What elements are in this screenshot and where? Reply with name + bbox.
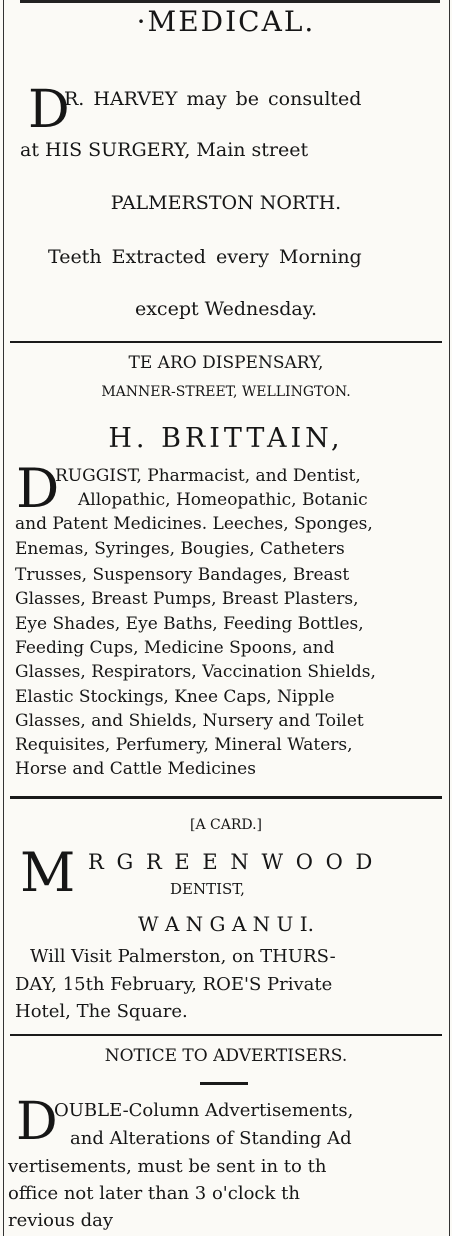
card-town: W A N G A N U I. [137, 912, 315, 936]
dispensary-dropcap: D [16, 457, 60, 520]
dispensary-line-3: and Patent Medicines. Leeches, Sponges, [15, 514, 373, 534]
notice-line-5: revious day [8, 1210, 113, 1231]
dispensary-address: MANNER-STREET, WELLINGTON. [101, 384, 351, 400]
harvey-dropcap: D [28, 80, 70, 140]
dispensary-line-4: Enemas, Syringes, Bougies, Catheters [15, 539, 345, 559]
dispensary-line-8: Feeding Cups, Medicine Spoons, and [15, 638, 335, 658]
dispensary-line-11: Glasses, and Shields, Nursery and Toilet [15, 711, 364, 731]
harvey-line-4: Teeth Extracted every Morning [48, 246, 362, 268]
dispensary-line-9: Glasses, Respirators, Vaccination Shields, [15, 662, 376, 682]
top-rule [20, 0, 440, 3]
card-line-3: Hotel, The Square. [15, 1001, 188, 1022]
proprietor-name: H. BRITTAIN, [108, 423, 344, 454]
notice-line-1: OUBLE-Column Advertisements, [54, 1100, 354, 1121]
dispensary-name: TE ARO DISPENSARY, [128, 353, 324, 373]
dispensary-line-1: RUGGIST, Pharmacist, and Dentist, [55, 466, 361, 486]
card-dropcap: M [20, 841, 76, 904]
dispensary-line-12: Requisites, Perfumery, Mineral Waters, [15, 735, 353, 755]
card-line-2: DAY, 15th February, ROE'S Private [15, 974, 333, 995]
card-label: [A CARD.] [189, 817, 263, 833]
dispensary-line-10: Elastic Stockings, Knee Caps, Nipple [15, 687, 335, 707]
notice-dropcap: D [16, 1092, 58, 1152]
card-title: DENTIST, [170, 880, 245, 898]
notice-line-3: vertisements, must be sent in to th [8, 1156, 327, 1177]
notice-line-4: office not later than 3 o'clock th [8, 1183, 300, 1204]
medical-heading: ·MEDICAL. [136, 5, 316, 38]
dispensary-line-6: Glasses, Breast Pumps, Breast Plasters, [15, 589, 359, 609]
dispensary-line-13: Horse and Cattle Medicines [15, 759, 256, 779]
dispensary-line-2: Allopathic, Homeopathic, Botanic [78, 490, 368, 510]
divider-1 [10, 341, 442, 343]
dispensary-line-7: Eye Shades, Eye Baths, Feeding Bottles, [15, 614, 364, 634]
divider-3 [10, 1034, 442, 1036]
card-line-1: Will Visit Palmerston, on THURS- [30, 946, 336, 967]
harvey-line-3: PALMERSTON NORTH. [110, 192, 342, 214]
dispensary-line-5: Trusses, Suspensory Bandages, Breast [15, 565, 350, 585]
harvey-line-5: except Wednesday. [134, 298, 318, 320]
harvey-line-1: R. HARVEY may be consulted [64, 88, 362, 110]
notice-short-rule [200, 1082, 248, 1085]
notice-line-2: and Alterations of Standing Ad [70, 1128, 352, 1149]
divider-2 [10, 796, 442, 799]
card-name: R G R E E N W O O D [88, 850, 376, 874]
notice-heading: NOTICE TO ADVERTISERS. [104, 1046, 348, 1066]
harvey-line-2: at HIS SURGERY, Main street [20, 139, 309, 161]
